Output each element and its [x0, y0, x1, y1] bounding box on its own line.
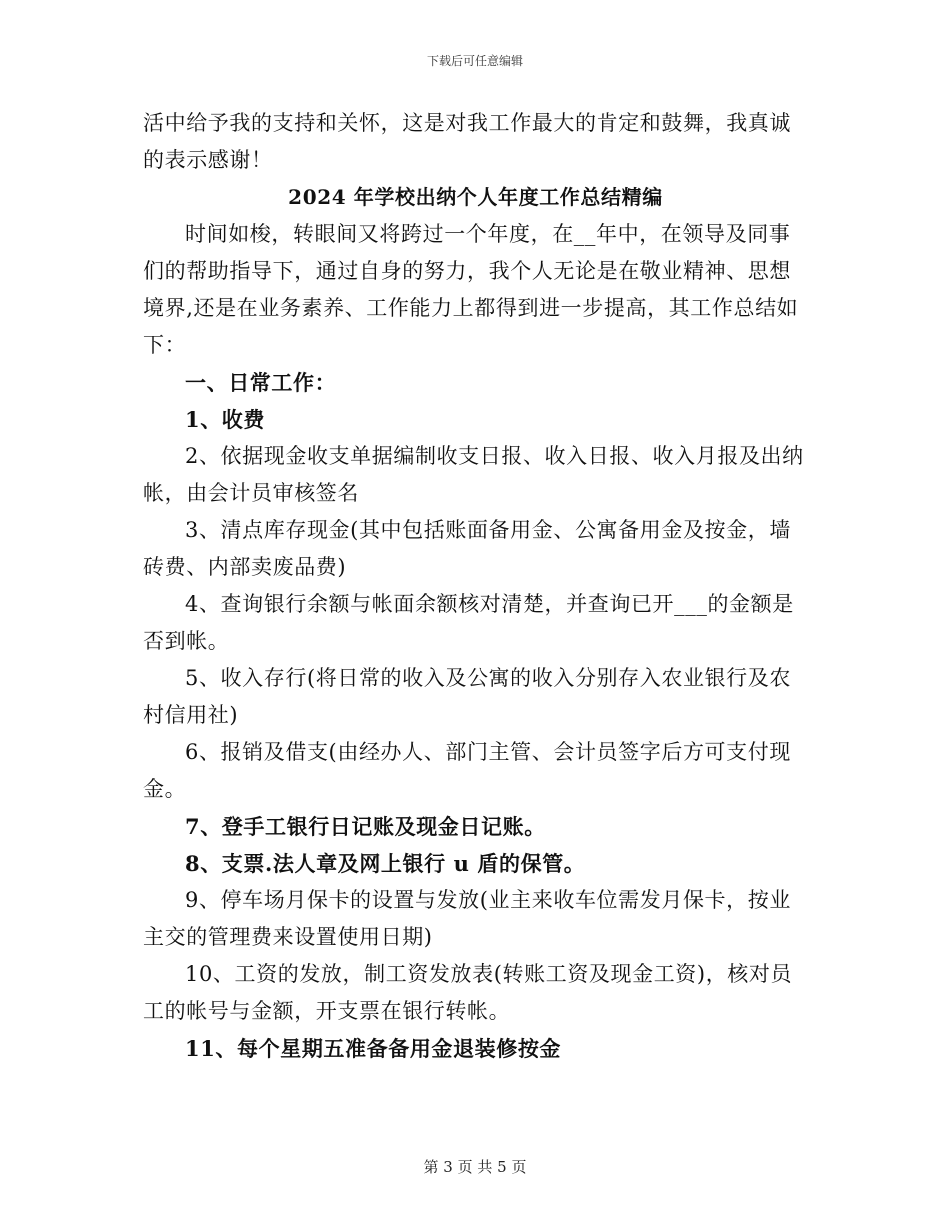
- list-item: 2、依据现金收支单据编制收支日报、收入日报、收入月报及出纳: [185, 444, 804, 468]
- paragraph-line: 下：: [143, 333, 187, 357]
- list-item-continuation: 村信用社): [143, 703, 239, 727]
- list-item-bold: 7、登手工银行日记账及现金日记账。: [185, 814, 546, 839]
- list-item-continuation: 否到帐。: [143, 629, 230, 653]
- list-item: 6、报销及借支(由经办人、部门主管、会计员签字后方可支付现: [185, 740, 791, 764]
- paragraph-line: 们的帮助指导下，通过自身的努力，我个人无论是在敬业精神、思想: [143, 259, 791, 283]
- section-heading: 一、日常工作：: [185, 370, 337, 395]
- paragraph-line: 时间如梭，转眼间又将跨过一个年度，在__年中，在领导及同事: [185, 222, 791, 246]
- list-item-continuation: 主交的管理费来设置使用日期): [143, 925, 433, 949]
- list-item-continuation: 帐，由会计员审核签名: [143, 481, 359, 505]
- paragraph-line: 的表示感谢！: [143, 148, 273, 172]
- list-item: 4、查询银行余额与帐面余额核对清楚，并查询已开___的金额是: [185, 592, 794, 616]
- page-footer: 第 3 页 共 5 页: [423, 1158, 527, 1176]
- list-item-continuation: 砖费、内部卖废品费): [143, 555, 347, 579]
- list-item-bold: 8、支票.法人章及网上银行 u 盾的保管。: [185, 851, 586, 876]
- list-item-continuation: 工的帐号与金额，开支票在银行转帐。: [143, 999, 511, 1023]
- document-body: [143, 105, 808, 1067]
- document-title: 2024 年学校出纳个人年度工作总结精编: [288, 185, 663, 209]
- page-header: 下载后可任意编辑: [426, 54, 523, 68]
- paragraph-line: 活中给予我的支持和关怀，这是对我工作最大的肯定和鼓舞，我真诚: [143, 111, 791, 135]
- list-item: 5、收入存行(将日常的收入及公寓的收入分别存入农业银行及农: [185, 666, 791, 690]
- list-item: 10、工资的发放，制工资发放表(转账工资及现金工资)，核对员: [185, 962, 793, 986]
- paragraph-line: 境界,还是在业务素养、工作能力上都得到进一步提高，其工作总结如: [143, 296, 799, 320]
- list-item-continuation: 金。: [143, 777, 187, 801]
- list-item: 3、清点库存现金(其中包括账面备用金、公寓备用金及按金，墙: [185, 518, 791, 542]
- item-heading: 1、收费: [185, 407, 266, 432]
- list-item-bold: 11、每个星期五准备备用金退装修按金: [185, 1036, 562, 1061]
- list-item: 9、停车场月保卡的设置与发放(业主来收车位需发月保卡，按业: [185, 888, 791, 912]
